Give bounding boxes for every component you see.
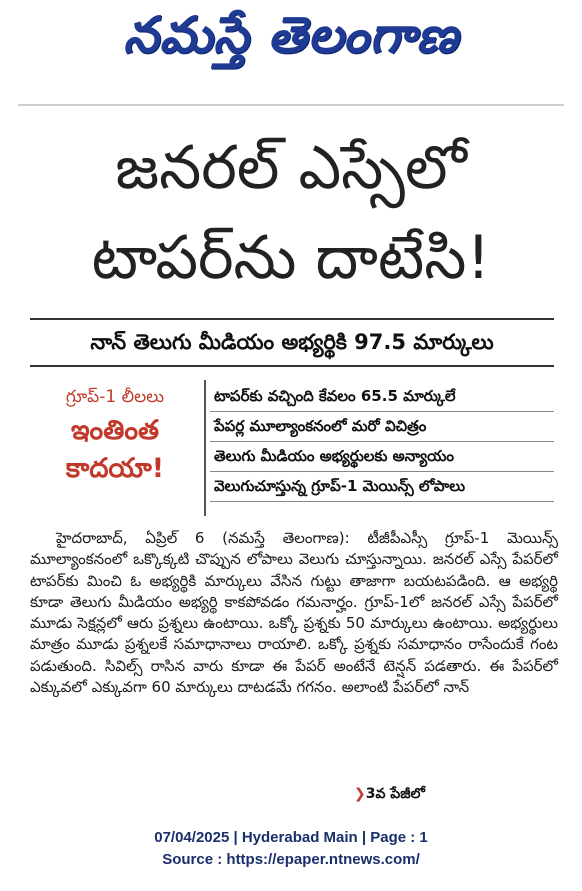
headline-line-1: జనరల్ ఎస్సేలో bbox=[115, 133, 467, 203]
continuation-text: 3వ పేజీలో bbox=[365, 786, 425, 802]
side-box-kicker: గ్రూప్-1 లీలలు bbox=[65, 387, 165, 407]
subheadline-top-rule bbox=[30, 318, 554, 320]
masthead-divider bbox=[18, 104, 564, 106]
headline-line-2: టాపర్‌ను దాటేసి! bbox=[91, 223, 491, 293]
subheadline-bottom-rule bbox=[30, 365, 554, 367]
side-box bbox=[30, 382, 200, 512]
footer-edition-info: 07/04/2025 | Hyderabad Main | Page : 1 bbox=[154, 829, 428, 846]
bullet-item: తెలుగు మీడియం అభ్యర్థులకు అన్యాయం bbox=[210, 442, 554, 472]
continuation-arrow-icon: ❯ bbox=[354, 786, 366, 802]
masthead-title: నమస్తే తెలంగాణ bbox=[123, 5, 459, 64]
footer-source[interactable]: Source : https://epaper.ntnews.com/ bbox=[162, 851, 420, 868]
article-body-text: హైదరాబాద్, ఏప్రిల్ 6 (నమస్తే తెలంగాణ): టీజీపీఎస్సీ గ్రూప్-1 మెయిన్స్ మూల్యాంకనంలో ఒక్కొక్కటి చొప్పున లోపాలు వెలుగు చూస్తున్నాయి. జనరల్ ఎస్సే పేపర్‌లో టాపర్‌కు మించి ఓ అభ్యర్థికి మార్కులు వేసిన గుట్టు తాజాగా బయటపడింది. ఆ అభ్యర్థి కూడా తెలుగు మీడియం అభ్యర్థి కాకపోవడం గమనార్హం. గ్రూప్-1లో జనరల్ ఎస్సే పేపర్‌లో మూడు సెక్షన్లలో ఆరు ప్రశ్నలు ఉంటాయి. ఒక్కో ప్రశ్నకు 50 మార్కులు ఉంటాయి. అభ్యర్థులు మాత్రం మూడు ప్రశ్నలకే సమాధానాలు రాయాలి. ఒక్కో ప్రశ్నకు సమాధానం రాసేందుకే గంట పడుతుంది. సివిల్స్ రాసిన వారు కూడా ఈ పేపర్ అంటేనే టెన్షన్ పడతారు. ఈ పేపర్‌లో ఎక్కువలో ఎక్కువగా 60 మార్కులు దాటడమే గగనం. అలాంటి పేపర్‌లో నాన్ bbox=[30, 529, 558, 697]
column-divider bbox=[204, 380, 206, 516]
subheadline: నాన్ తెలుగు మీడియం అభ్యర్థికి 97.5 మార్కులు bbox=[90, 330, 494, 354]
bullet-item: టాపర్‌కు వచ్చింది కేవలం 65.5 మార్కులే bbox=[210, 382, 554, 412]
bullet-item: వెలుగుచూస్తున్న గ్రూప్-1 మెయిన్స్ లోపాలు bbox=[210, 472, 554, 502]
side-box-line-1: ఇంతింత bbox=[70, 415, 160, 446]
bullet-item: పేపర్ల మూల్యాంకనంలో మరో విచిత్రం bbox=[210, 412, 554, 442]
bullet-list bbox=[210, 382, 554, 502]
continuation-link[interactable] bbox=[354, 786, 425, 805]
side-box-line-2: కాదయా! bbox=[65, 453, 165, 484]
article-body bbox=[30, 528, 558, 698]
masthead-logo bbox=[0, 6, 582, 76]
